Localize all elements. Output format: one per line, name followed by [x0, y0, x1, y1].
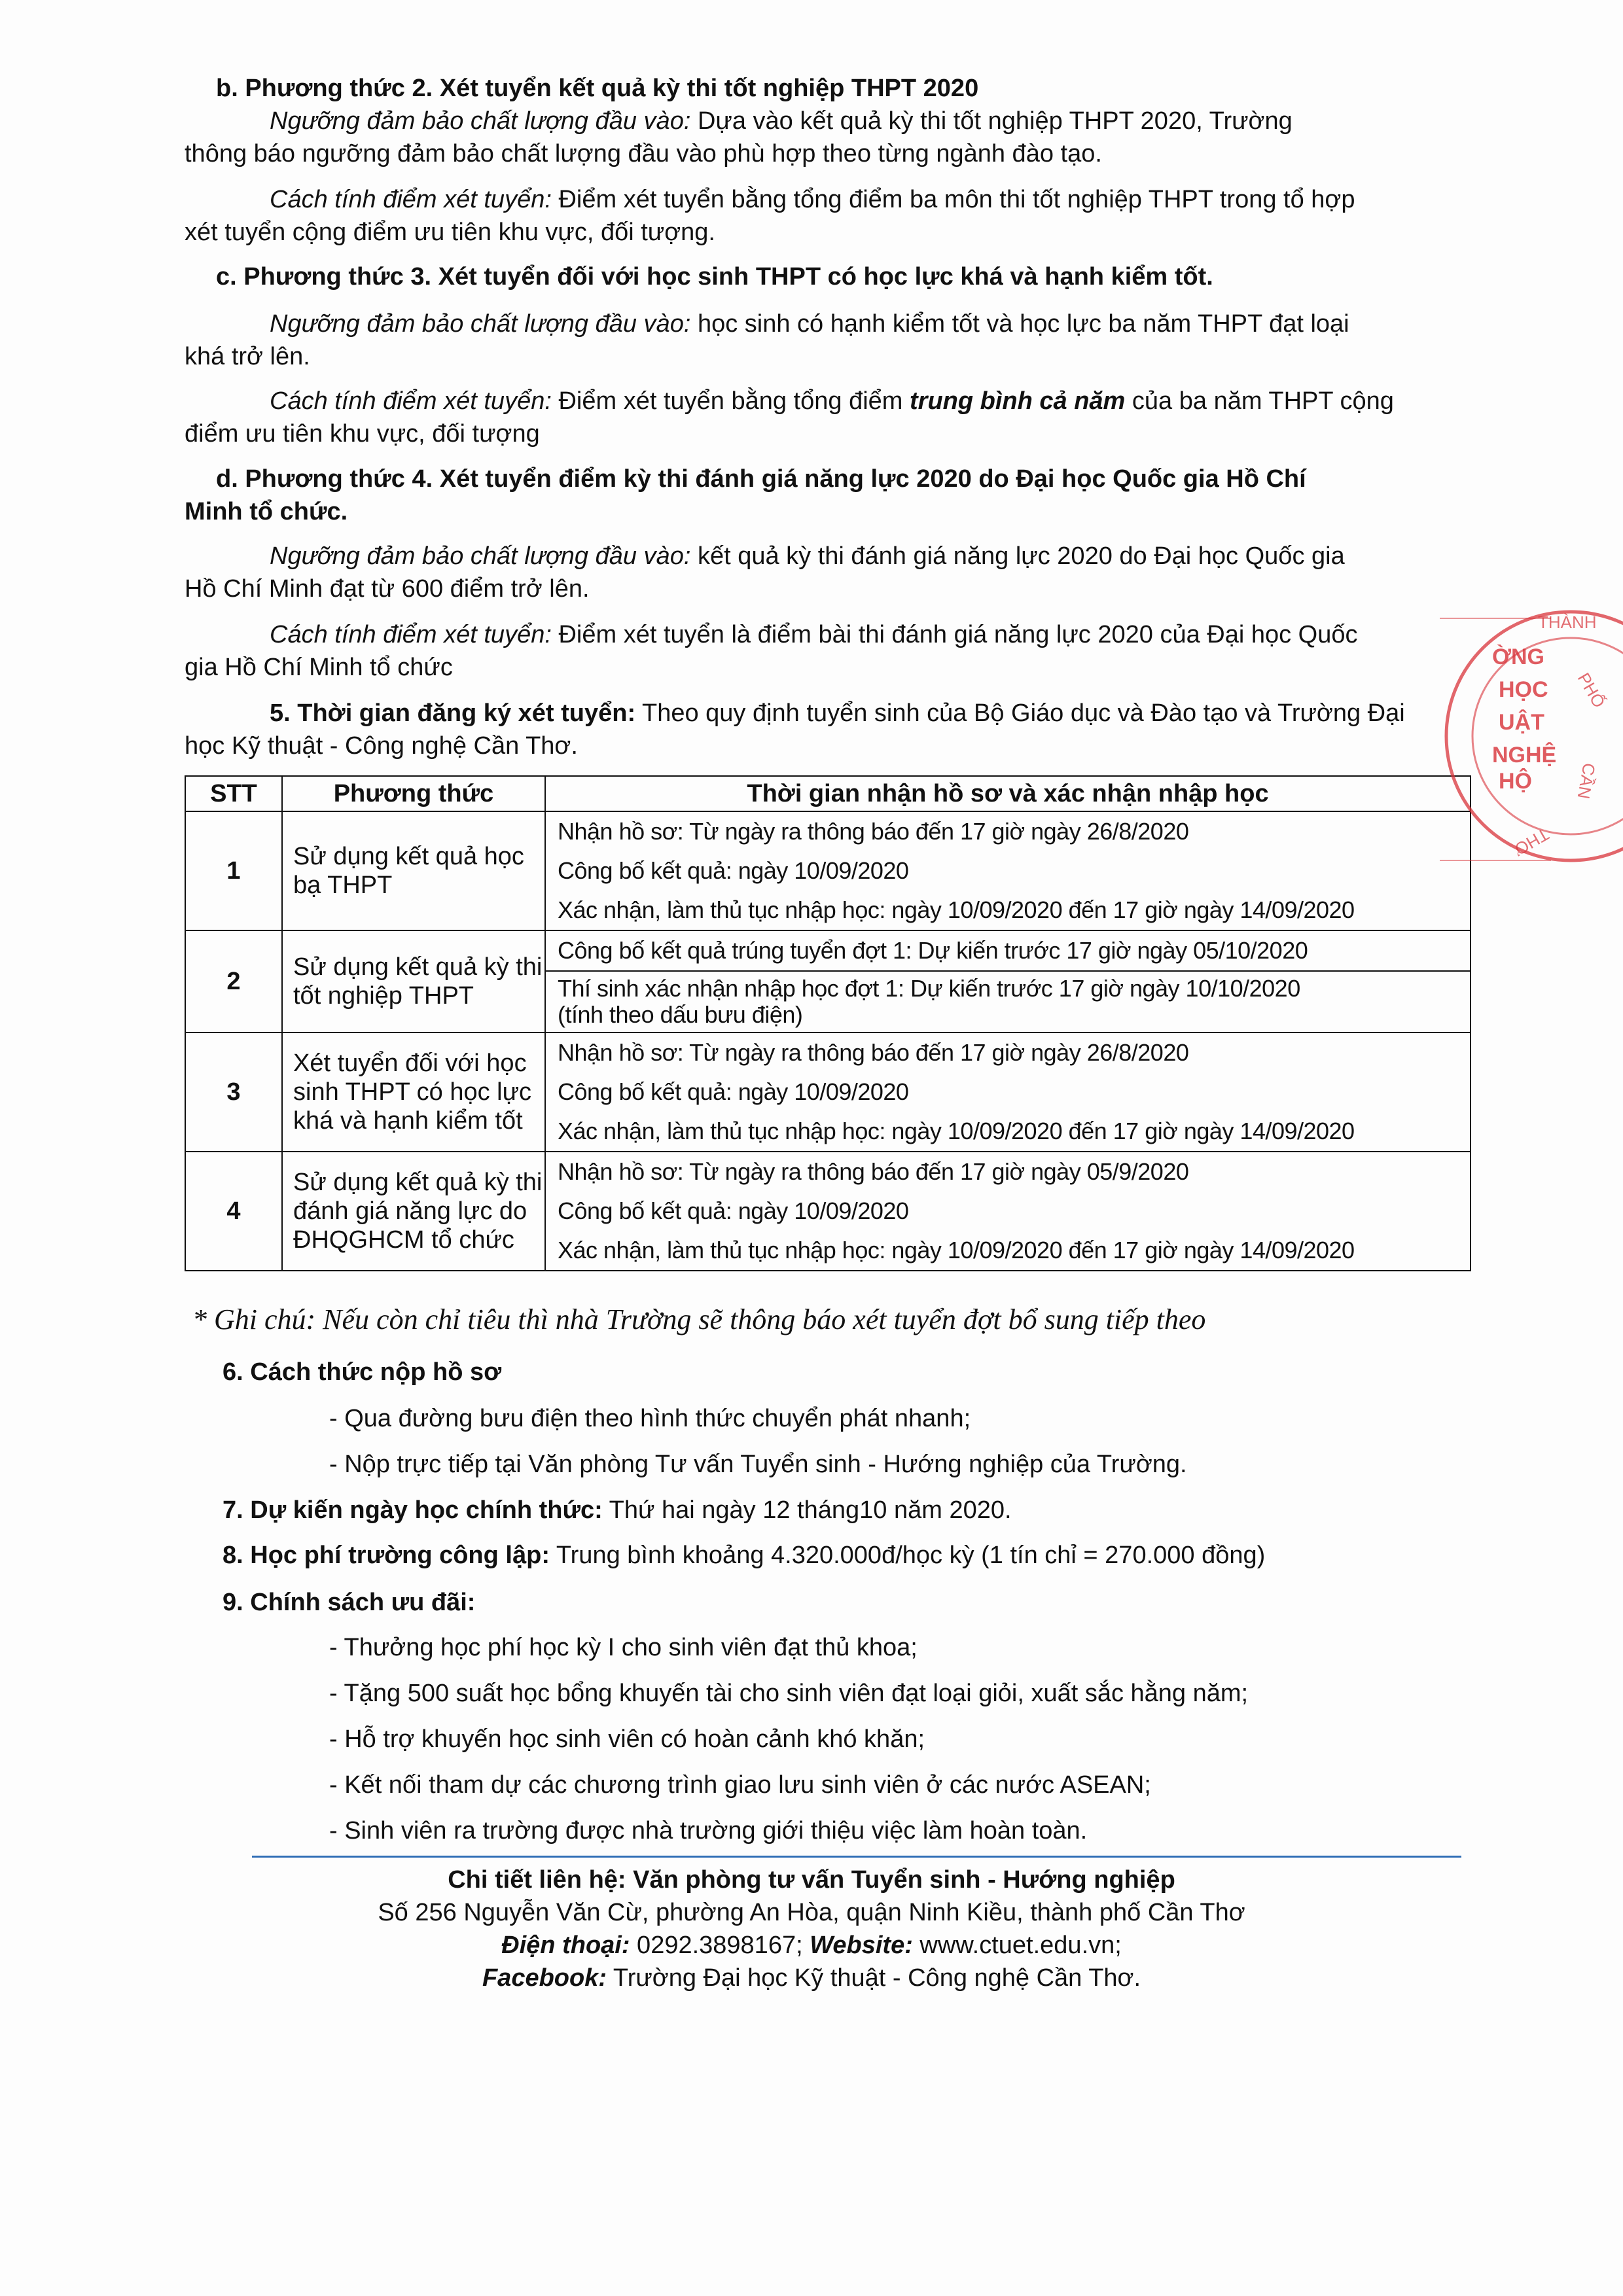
svg-text:UẬT: UẬT [1499, 710, 1544, 735]
table-cell-line: Công bố kết quả trúng tuyển đợt 1: Dự kiến trước 17 giờ ngày 05/10/2020 [558, 937, 1308, 964]
section-b-cach: Cách tính điểm xét tuyển: Điểm xét tuyển bằng tổng điểm ba môn thi tốt nghiệp THPT trong tổ hợp [270, 186, 1355, 213]
official-seal-icon [1407, 592, 1623, 880]
table-cell-time [545, 930, 1471, 1033]
table-cell-line: Xác nhận, làm thủ tục nhập học: ngày 10/09/2020 đến 17 giờ ngày 14/09/2020 [558, 1237, 1355, 1263]
list-item: - Qua đường bưu điện theo hình thức chuyển phát nhanh; [329, 1405, 971, 1432]
svg-text:HỌC: HỌC [1499, 677, 1548, 702]
table-cell-line: Công bố kết quả: ngày 10/09/2020 [558, 1197, 909, 1224]
list-item: - Tặng 500 suất học bổng khuyến tài cho sinh viên đạt loại giỏi, xuất sắc hằng năm; [329, 1680, 1249, 1707]
list-item: - Sinh viên ra trường được nhà trường giới thiệu việc làm hoàn toàn. [329, 1817, 1088, 1845]
section-5-cont: học Kỹ thuật - Công nghệ Cần Thơ. [185, 732, 578, 760]
list-item: - Thưởng học phí học kỳ I cho sinh viên đạt thủ khoa; [329, 1634, 918, 1661]
table-header: STT [185, 776, 282, 811]
contact-phone-web: Điện thoại: 0292.3898167; Website: www.ctuet.edu.vn; [501, 1932, 1122, 1959]
section-d-heading-cont: Minh tổ chức. [185, 498, 348, 525]
section-c-cach: Cách tính điểm xét tuyển: Điểm xét tuyển bằng tổng điểm trung bình cả năm của ba năm THPT cộng [270, 387, 1394, 415]
table-cell-line: Thí sinh xác nhận nhập học đợt 1: Dự kiến trước 17 giờ ngày 10/10/2020 [546, 970, 1470, 1002]
divider [252, 1856, 1461, 1858]
table-row [185, 1033, 1471, 1152]
table-cell-method: Sử dụng kết quả kỳ thi đánh giá năng lực do ĐHQGHCM tổ chức [282, 1152, 545, 1271]
section-6-heading: 6. Cách thức nộp hồ sơ [223, 1358, 502, 1386]
table-cell-stt: 2 [185, 930, 282, 1033]
table-cell-line: Xác nhận, làm thủ tục nhập học: ngày 10/09/2020 đến 17 giờ ngày 14/09/2020 [558, 896, 1355, 923]
svg-text:PHỐ: PHỐ [1573, 669, 1609, 711]
section-d-cach-cont: gia Hồ Chí Minh tổ chức [185, 654, 453, 681]
table-cell-line: (tính theo dấu bưu điện) [558, 1001, 803, 1028]
table-cell-line: Xác nhận, làm thủ tục nhập học: ngày 10/09/2020 đến 17 giờ ngày 14/09/2020 [558, 1118, 1355, 1144]
table-cell-line: Công bố kết quả: ngày 10/09/2020 [558, 857, 909, 884]
table-cell-time [545, 1033, 1471, 1152]
section-b-cach-cont: xét tuyển cộng điểm ưu tiên khu vực, đối tượng. [185, 219, 715, 246]
svg-text:NGHỆ: NGHỆ [1492, 743, 1557, 768]
contact-facebook: Facebook: Trường Đại học Kỹ thuật - Công nghệ Cần Thơ. [482, 1964, 1141, 1992]
section-d-nguong-cont: Hồ Chí Minh đạt từ 600 điểm trở lên. [185, 575, 590, 603]
section-7: 7. Dự kiến ngày học chính thức: Thứ hai ngày 12 tháng10 năm 2020. [223, 1496, 1012, 1524]
list-item: - Hỗ trợ khuyến học sinh viên có hoàn cảnh khó khăn; [329, 1725, 925, 1753]
table-cell-time [545, 811, 1471, 930]
table-cell-line: Công bố kết quả: ngày 10/09/2020 [558, 1078, 909, 1105]
table-header: Thời gian nhận hồ sơ và xác nhận nhập học [545, 776, 1471, 811]
list-item: - Kết nối tham dự các chương trình giao lưu sinh viên ở các nước ASEAN; [329, 1771, 1151, 1799]
table-cell-time [545, 1152, 1471, 1271]
list-item: - Nộp trực tiếp tại Văn phòng Tư vấn Tuyển sinh - Hướng nghiệp của Trường. [329, 1451, 1187, 1478]
section-d-heading: d. Phương thức 4. Xét tuyển điểm kỳ thi đánh giá năng lực 2020 do Đại học Quốc gia Hồ Chí [216, 465, 1306, 493]
section-d-nguong: Ngưỡng đảm bảo chất lượng đầu vào: kết quả kỳ thi đánh giá năng lực 2020 do Đại học Quốc gia [270, 542, 1345, 570]
svg-text:HỘ: HỘ [1499, 769, 1532, 794]
section-c-heading: c. Phương thức 3. Xét tuyển đối với học sinh THPT có học lực khá và hạnh kiểm tốt. [216, 263, 1213, 291]
section-c-cach-cont: điểm ưu tiên khu vực, đối tượng [185, 420, 540, 448]
table-header: Phương thức [282, 776, 545, 811]
section-5: 5. Thời gian đăng ký xét tuyển: Theo quy định tuyển sinh của Bộ Giáo dục và Đào tạo và Trường Đại [270, 699, 1405, 727]
section-c-nguong: Ngưỡng đảm bảo chất lượng đầu vào: học sinh có hạnh kiểm tốt và học lực ba năm THPT đạt loại [270, 310, 1349, 338]
table-header-row [185, 776, 1471, 811]
table-row [185, 811, 1471, 930]
table-row [185, 1152, 1471, 1271]
table-cell-stt: 1 [185, 811, 282, 930]
table-cell-line: Nhận hồ sơ: Từ ngày ra thông báo đến 17 giờ ngày 26/8/2020 [558, 818, 1189, 845]
table-row [185, 930, 1471, 1033]
svg-text:THÀNH: THÀNH [1538, 612, 1597, 632]
section-8: 8. Học phí trường công lập: Trung bình khoảng 4.320.000đ/học kỳ (1 tín chỉ = 270.000 đồng) [223, 1542, 1266, 1569]
contact-address: Số 256 Nguyễn Văn Cừ, phường An Hòa, quận Ninh Kiều, thành phố Cần Thơ [378, 1899, 1245, 1926]
table-cell-method: Sử dụng kết quả kỳ thi tốt nghiệp THPT [282, 930, 545, 1033]
table-cell-method: Sử dụng kết quả học bạ THPT [282, 811, 545, 930]
section-b-nguong: Ngưỡng đảm bảo chất lượng đầu vào: Dựa vào kết quả kỳ thi tốt nghiệp THPT 2020, Trường [270, 107, 1293, 135]
table-cell-stt: 3 [185, 1033, 282, 1152]
table-cell-line: Nhận hồ sơ: Từ ngày ra thông báo đến 17 giờ ngày 05/9/2020 [558, 1158, 1189, 1185]
table-cell-method: Xét tuyển đối với học sinh THPT có học lực khá và hạnh kiểm tốt [282, 1033, 545, 1152]
table-cell-line: Nhận hồ sơ: Từ ngày ra thông báo đến 17 giờ ngày 26/8/2020 [558, 1039, 1189, 1066]
section-d-cach: Cách tính điểm xét tuyển: Điểm xét tuyển là điểm bài thi đánh giá năng lực 2020 của Đại học Quốc [270, 621, 1358, 648]
svg-text:CẦN: CẦN [1573, 761, 1599, 801]
svg-text:ỜNG: ỜNG [1492, 645, 1545, 669]
section-9-heading: 9. Chính sách ưu đãi: [223, 1589, 476, 1616]
contact-title: Chi tiết liên hệ: Văn phòng tư vấn Tuyển sinh - Hướng nghiệp [448, 1866, 1175, 1894]
section-b-nguong-cont: thông báo ngưỡng đảm bảo chất lượng đầu vào phù hợp theo từng ngành đào tạo. [185, 140, 1102, 168]
table-cell-stt: 4 [185, 1152, 282, 1271]
section-b-heading: b. Phương thức 2. Xét tuyển kết quả kỳ thi tốt nghiệp THPT 2020 [216, 75, 979, 102]
schedule-table [185, 775, 1471, 1271]
svg-text:THƠ: THƠ [1510, 824, 1552, 860]
note-text: * Ghi chú: Nếu còn chỉ tiêu thì nhà Trường sẽ thông báo xét tuyển đợt bổ sung tiếp theo [192, 1303, 1206, 1335]
section-c-nguong-cont: khá trở lên. [185, 343, 310, 370]
